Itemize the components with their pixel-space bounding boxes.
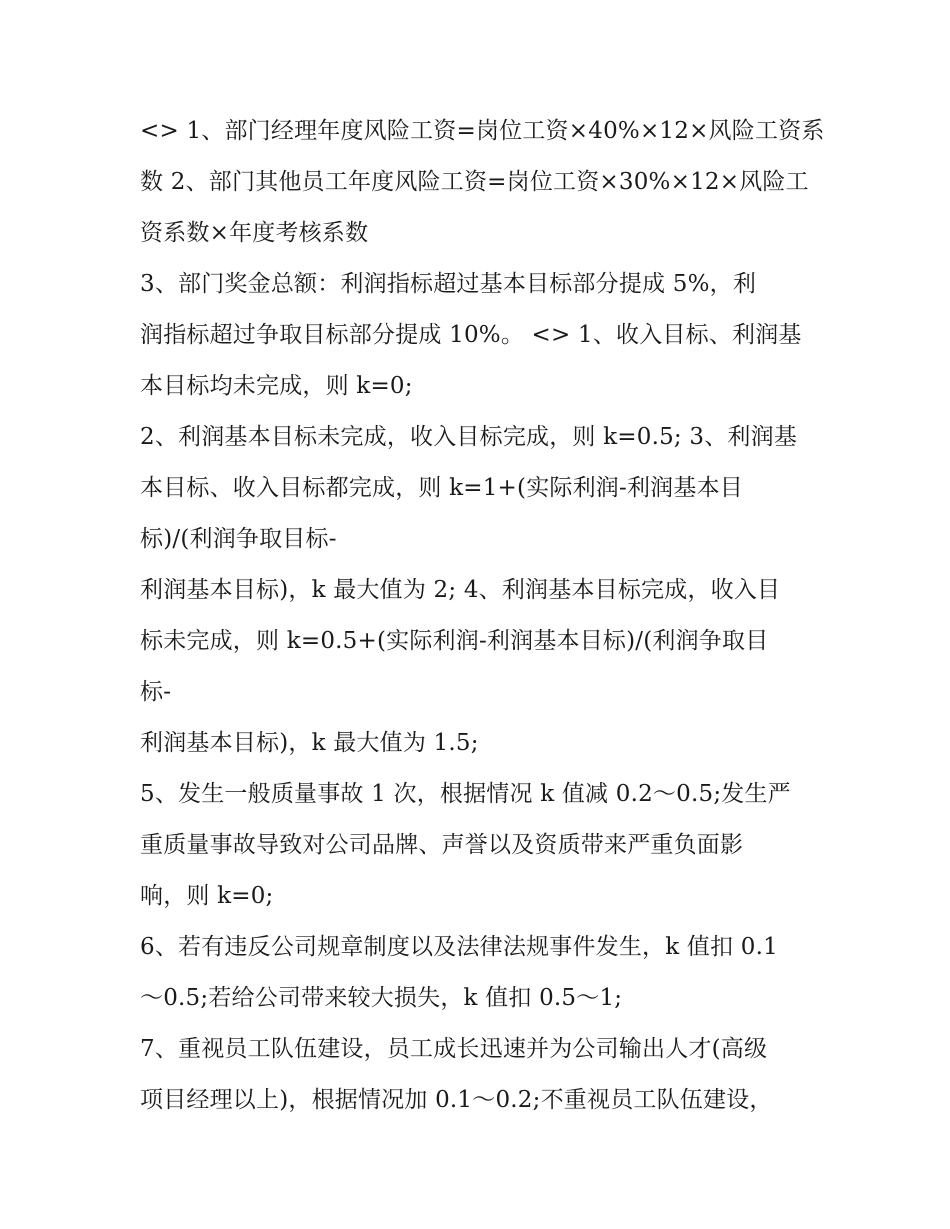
text-line: 6、若有违反公司规章制度以及法律法规事件发生，k 值扣 0.1 (140, 934, 778, 960)
text-line: 7、重视员工队伍建设，员工成长迅速并为公司输出人才(高级 (140, 1036, 768, 1062)
text-line: 5、发生一般质量事故 1 次，根据情况 k 值减 0.2～0.5;发生严 (140, 781, 791, 807)
text-line: 2、利润基本目标未完成，收入目标完成，则 k=0.5; 3、利润基 (140, 424, 798, 450)
text-line: 标未完成，则 k=0.5+(实际利润-利润基本目标)/(利润争取目 (140, 628, 769, 654)
text-line: <> 1、部门经理年度风险工资=岗位工资×40%×12×风险工资系 (140, 118, 825, 144)
text-line: ～0.5;若给公司带来较大损失，k 值扣 0.5～1; (140, 985, 623, 1011)
text-line: 3、部门奖金总额：利润指标超过基本目标部分提成 5%，利 (140, 271, 757, 297)
text-line: 标- (140, 679, 172, 705)
text-line: 响，则 k=0; (140, 883, 274, 909)
text-line: 标)/(利润争取目标- (140, 526, 337, 552)
text-line: 本目标均未完成，则 k=0; (140, 373, 413, 399)
document-body (140, 106, 830, 1126)
text-line: 资系数×年度考核系数 (140, 220, 369, 246)
text-line: 利润基本目标)，k 最大值为 1.5; (140, 730, 479, 756)
text-line: 数 2、部门其他员工年度风险工资=岗位工资×30%×12×风险工 (140, 169, 809, 195)
text-line: 重质量事故导致对公司品牌、声誉以及资质带来严重负面影 (140, 832, 744, 858)
text-line: 润指标超过争取目标部分提成 10%。 <> 1、收入目标、利润基 (140, 322, 802, 348)
text-line: 项目经理以上)，根据情况加 0.1～0.2;不重视员工队伍建设， (140, 1087, 773, 1113)
text-line: 利润基本目标)，k 最大值为 2; 4、利润基本目标完成，收入目 (140, 577, 781, 603)
text-line: 本目标、收入目标都完成，则 k=1+(实际利润-利润基本目 (140, 475, 743, 501)
